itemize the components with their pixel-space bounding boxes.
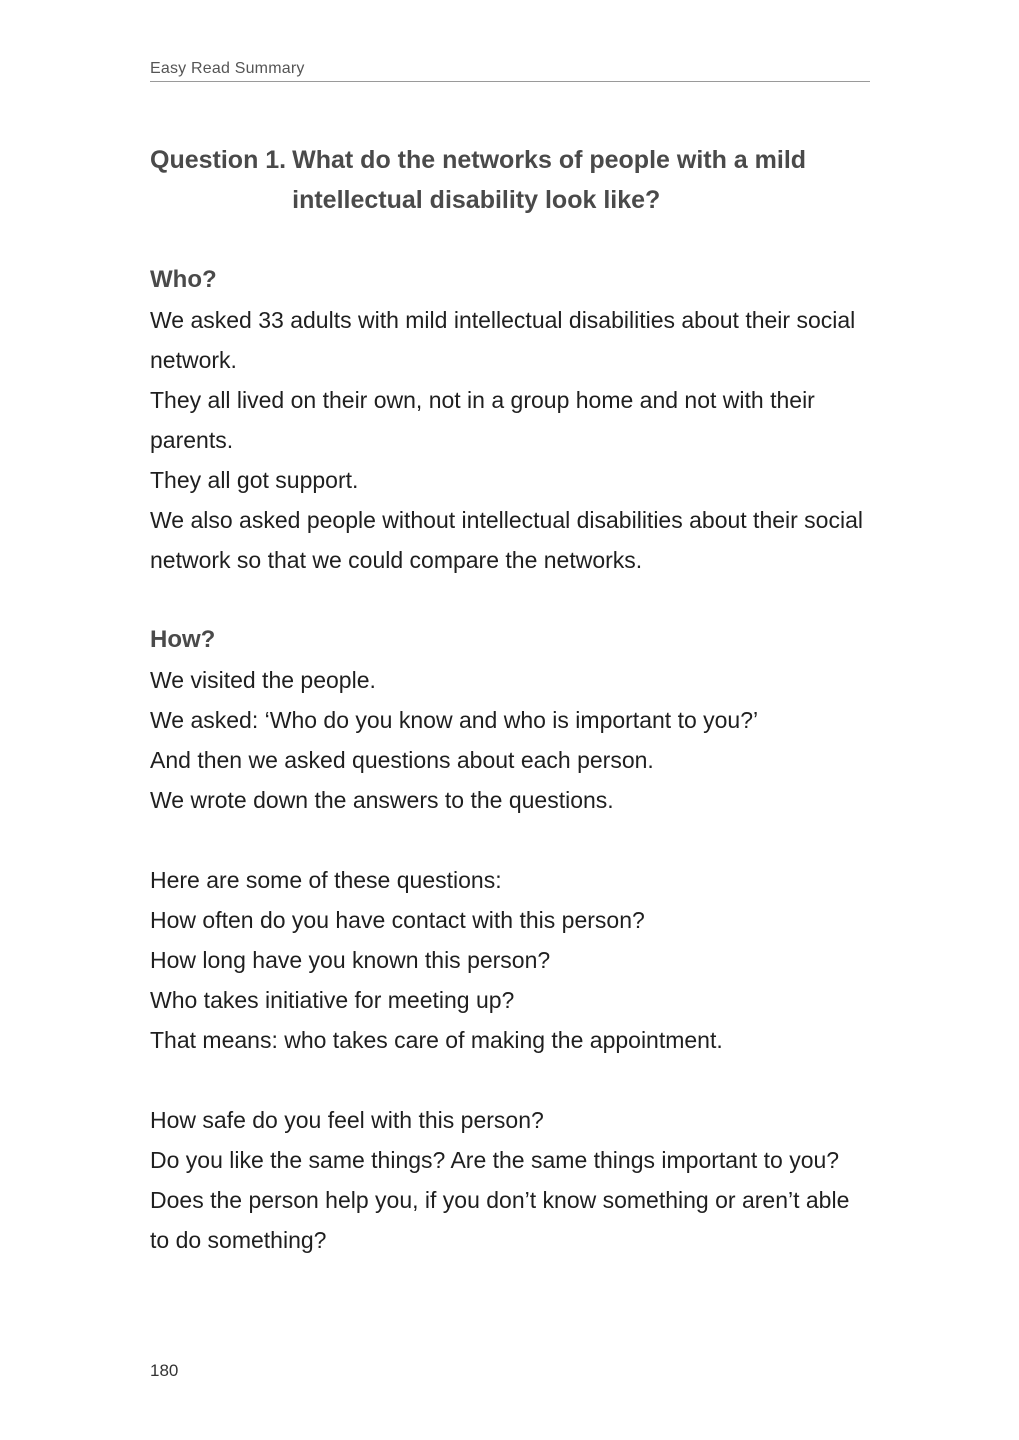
page-content [150,140,870,1260]
question-text: What do the networks of people with a mild intellectual disability look like? [292,146,807,214]
question-item: How safe do you feel with this person? [150,1107,544,1133]
question-item: Who takes initiative for meeting up? [150,987,515,1013]
spacer [150,220,870,260]
how-paragraph: We asked: ‘Who do you know and who is important to you?’ [150,707,759,733]
spacer [150,580,870,620]
question-number: Question 1. [150,146,287,174]
spacer [150,1060,870,1100]
question-item: How often do you have contact with this person? [150,907,645,933]
spacer [150,820,870,860]
question-heading [150,140,870,220]
who-paragraph: We also asked people without intellectual disabilities about their social network so that we could compare the networks. [150,507,863,573]
how-paragraph: And then we asked questions about each person. [150,747,654,773]
question-item: Do you like the same things? Are the same things important to you? [150,1147,840,1173]
question-item: How long have you known this person? [150,947,551,973]
who-heading: Who? [150,266,217,293]
questions-intro: Here are some of these questions: [150,867,502,893]
page-number: 180 [150,1361,179,1380]
question-item: Does the person help you, if you don’t know something or aren’t able to do something? [150,1187,850,1253]
how-paragraph: We visited the people. [150,667,376,693]
question-item: That means: who takes care of making the appointment. [150,1027,723,1053]
running-header: Easy Read Summary [150,59,870,82]
who-paragraph: We asked 33 adults with mild intellectual disabilities about their social network. [150,307,856,373]
who-paragraph: They all got support. [150,467,359,493]
how-paragraph: We wrote down the answers to the questions. [150,787,614,813]
how-heading: How? [150,626,216,653]
who-paragraph: They all lived on their own, not in a group home and not with their parents. [150,387,815,453]
